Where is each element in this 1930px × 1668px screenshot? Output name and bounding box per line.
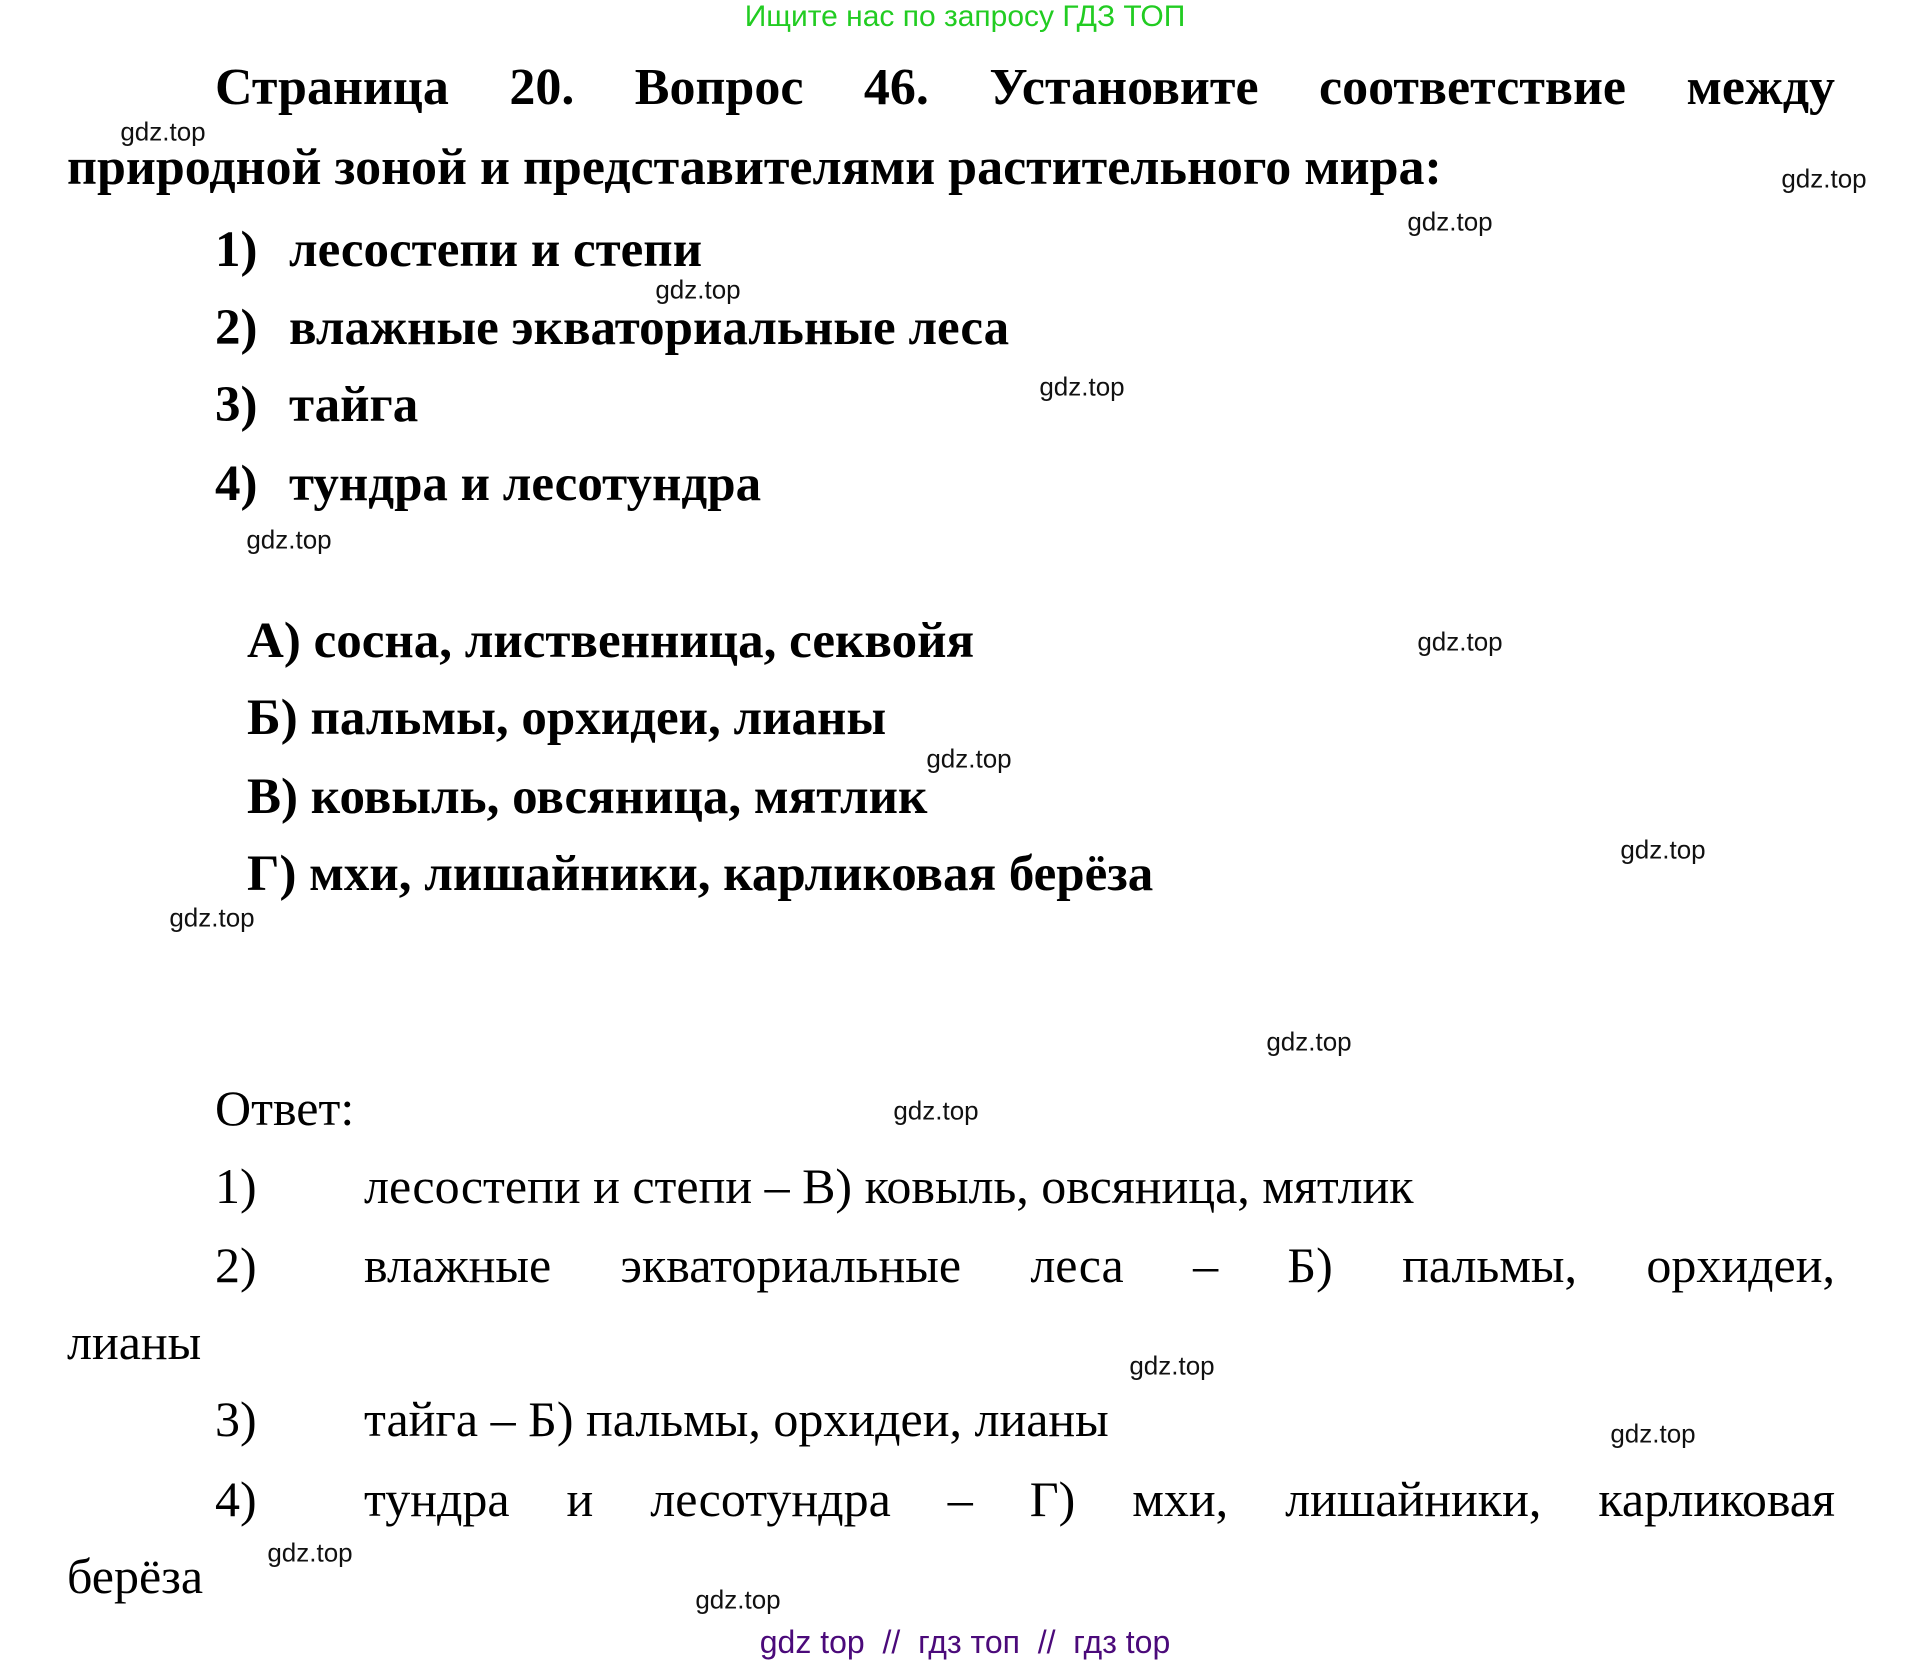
plant-option: Б) пальмы, орхидеи, лианы: [247, 690, 887, 746]
answer-row: [215, 1470, 1835, 1528]
watermark: gdz.top: [120, 116, 206, 147]
watermark: gdz.top: [246, 524, 332, 555]
zone-item: [215, 221, 702, 279]
answer-text: тайга – Б) пальмы, орхидеи, лианы: [364, 1391, 1109, 1447]
answer-number: 3): [215, 1391, 257, 1447]
answer-number: 4): [215, 1471, 257, 1527]
zone-number: 3): [215, 377, 258, 433]
watermark: gdz.top: [1039, 371, 1125, 402]
answer-continuation: берёза: [67, 1548, 204, 1604]
watermark: gdz.top: [926, 743, 1012, 774]
footer-links: gdz top // гдз топ // гдз top: [759, 1624, 1171, 1660]
zone-item: [215, 376, 418, 434]
zone-number: 2): [215, 300, 258, 356]
watermark: gdz.top: [1610, 1418, 1696, 1449]
watermark: gdz.top: [1417, 626, 1503, 657]
zone-number: 1): [215, 222, 258, 278]
watermark: gdz.top: [893, 1095, 979, 1126]
question-title-line-2: природной зоной и представителями растительного мира:: [67, 139, 1442, 196]
answer-row: [215, 1390, 1835, 1448]
question-title-line-1: Страница 20. Вопрос 46. Установите соответствие между: [215, 59, 1835, 116]
answer-label: Ответ:: [215, 1080, 355, 1136]
answer-text: лесостепи и степи – В) ковыль, овсяница, мятлик: [364, 1158, 1414, 1214]
answer-text: тундра и лесотундра – Г) мхи, лишайники, карликовая: [364, 1471, 1835, 1527]
answer-number: 1): [215, 1158, 257, 1214]
zone-text: тайга: [289, 377, 419, 433]
zone-item: [215, 299, 1009, 357]
watermark: gdz.top: [1407, 206, 1493, 237]
watermark: gdz.top: [1266, 1026, 1352, 1057]
watermark: gdz.top: [695, 1584, 781, 1615]
plant-option: А) сосна, лиственница, секвойя: [247, 613, 975, 669]
zone-text: лесостепи и степи: [289, 222, 703, 278]
answer-number: 2): [215, 1237, 257, 1293]
zone-text: влажные экваториальные леса: [289, 300, 1010, 356]
answer-row: [215, 1157, 1835, 1215]
watermark: gdz.top: [655, 274, 741, 305]
search-banner: Ищите нас по запросу ГДЗ ТОП: [744, 0, 1186, 33]
zone-item: [215, 455, 761, 513]
watermark: gdz.top: [1781, 163, 1867, 194]
plant-option: В) ковыль, овсяница, мятлик: [247, 769, 928, 825]
zone-number: 4): [215, 456, 258, 512]
zone-text: тундра и лесотундра: [289, 456, 762, 512]
answer-text: влажные экваториальные леса – Б) пальмы, орхидеи,: [364, 1237, 1835, 1293]
watermark: gdz.top: [1129, 1350, 1215, 1381]
watermark: gdz.top: [169, 902, 255, 933]
plant-option: Г) мхи, лишайники, карликовая берёза: [247, 846, 1154, 902]
answer-continuation: лианы: [67, 1314, 202, 1370]
answer-row: [215, 1236, 1835, 1294]
watermark: gdz.top: [1620, 834, 1706, 865]
watermark: gdz.top: [267, 1537, 353, 1568]
